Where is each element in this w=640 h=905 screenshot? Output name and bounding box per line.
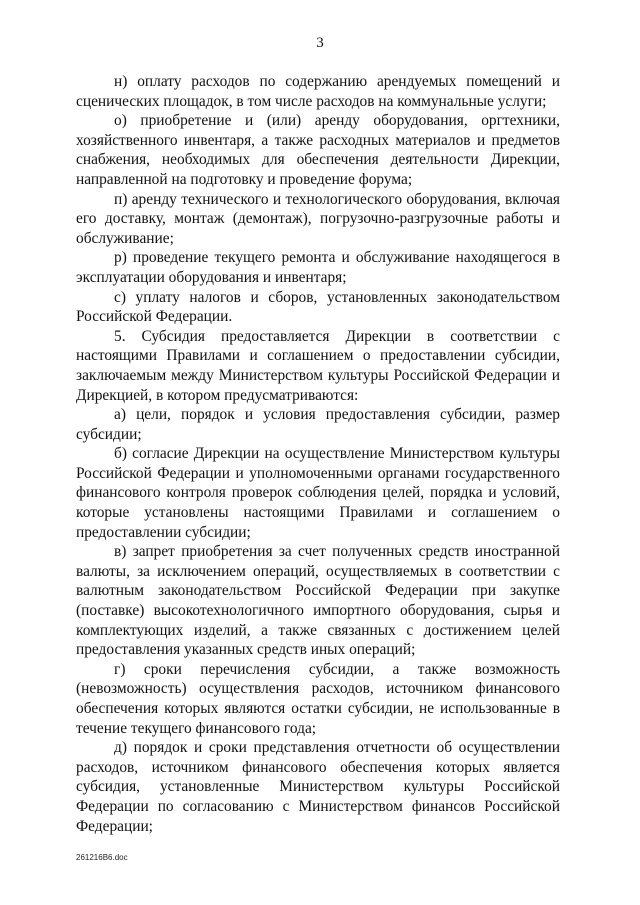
paragraph-5: 5. Субсидия предоставляется Дирекции в соответствии с настоящими Правилами и соглашением о предоставлении субсидии, заключаемым между Министерством культуры Российской Федерации и Дирекцией, в котором предусматриваются: xyxy=(76,327,560,404)
paragraph-d: д) порядок и сроки представления отчетности об осуществлении расходов, источником финансового обеспечения которых является субсидия, установленные Министерством культуры Российской Федерации по согласованию с Министерством финансов Российской Федерации; xyxy=(76,739,560,835)
paragraph-b: б) согласие Дирекции на осуществление Министерством культуры Российской Федерации и уполномоченными органами государственного финансового контроля проверок соблюдения целей, порядка и условий, которые установлены настоящими Правилами и соглашением о предоставлении субсидии; xyxy=(76,445,560,541)
paragraph-n: н) оплату расходов по содержанию арендуемых помещений и сценических площадок, в том числе расходов на коммунальные услуги; xyxy=(76,73,560,110)
paragraph-g: г) сроки перечисления субсидии, а также возможность (невозможность) осуществления расходов, источником финансового обеспечения которых являются остатки субсидии, не использованные в течение текущего финансового года; xyxy=(76,660,560,737)
paragraph-s: с) уплату налогов и сборов, установленных законодательством Российской Федерации. xyxy=(76,288,560,326)
paragraph-p: п) аренду технического и технологического оборудования, включая его доставку, монтаж (демонтаж), погрузочно-разгрузочные работы и обслуживание; xyxy=(76,190,560,247)
paragraph-r: р) проведение текущего ремонта и обслуживание находящегося в эксплуатации оборудования и инвентаря; xyxy=(76,249,560,286)
paragraph-v: в) запрет приобретения за счет полученных средств иностранной валюты, за исключением операций, осуществляемых в соответствии с валютным законодательством Российской Федерации при закупке (поставке) высокотехнологичного импортного оборудования, сырья и комплектующих изделий, а также связанных с достижением целей предоставления указанных средств иных операций; xyxy=(76,543,560,659)
paragraph-o: о) приобретение и (или) аренду оборудования, оргтехники, хозяйственного инвентаря, а также расходных материалов и предметов снабжения, необходимых для обеспечения деятельности Дирекции, направленной на подготовку и проведение форума; xyxy=(76,112,560,188)
footer-filename: 261216В6.doc xyxy=(76,853,128,862)
document-body xyxy=(76,72,560,836)
page-number: 3 xyxy=(316,35,324,51)
paragraph-a: а) цели, порядок и условия предоставления субсидии, размер субсидии; xyxy=(76,406,560,443)
